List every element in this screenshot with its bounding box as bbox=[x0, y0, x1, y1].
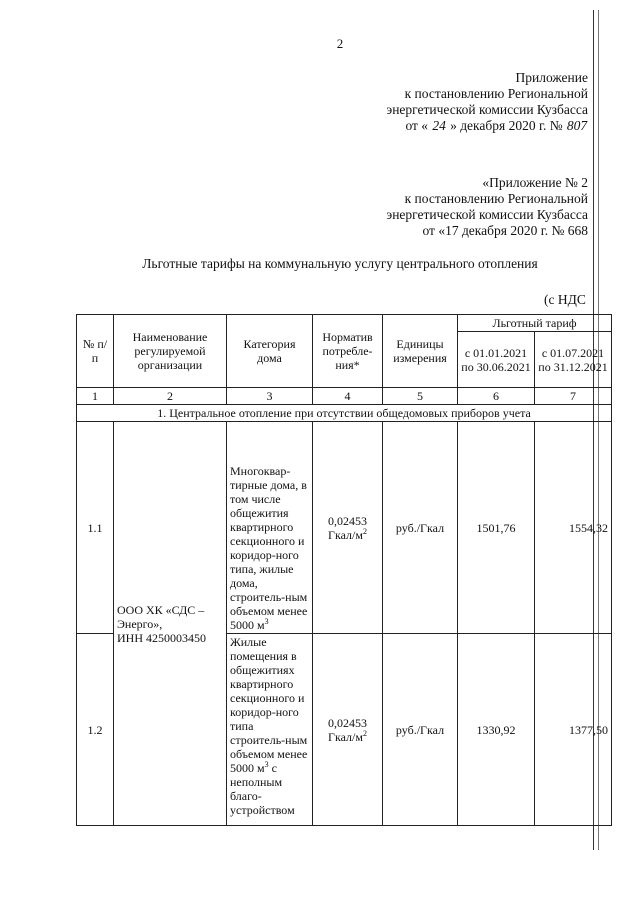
header-organization: Наименование регулируемой организации bbox=[114, 315, 227, 388]
header-num: № п/п bbox=[77, 315, 114, 388]
col-number-7: 7 bbox=[535, 388, 612, 405]
appendix2-line-1: «Приложение № 2 bbox=[482, 175, 588, 190]
norm-text: 0,02453 Гкал/м bbox=[328, 513, 367, 542]
norm-cell bbox=[313, 422, 383, 634]
tariff-period-2: 1377,50 bbox=[535, 634, 612, 826]
appendix-line-2: к постановлению Региональной bbox=[404, 86, 588, 101]
organization-name: ООО ХК «СДС – Энерго», bbox=[117, 602, 205, 631]
header-period-1: с 01.01.2021 по 30.06.2021 bbox=[458, 332, 535, 388]
tariff-period-2: 1554,32 bbox=[535, 422, 612, 634]
appendix2-header bbox=[386, 175, 588, 239]
header-norm: Норматив потребле-ния* bbox=[313, 315, 383, 388]
header-tariff-group: Льготный тариф bbox=[458, 315, 612, 332]
header-category: Категория дома bbox=[227, 315, 313, 388]
appendix-date-line bbox=[386, 118, 588, 134]
row-num: 1.1 bbox=[77, 422, 114, 634]
appendix-line-1: Приложение bbox=[515, 70, 588, 85]
category-sup: 3 bbox=[264, 760, 269, 769]
appendix2-line-4: от «17 декабря 2020 г. № 668 bbox=[422, 223, 588, 238]
tariff-table bbox=[76, 314, 612, 826]
appendix2-line-2: к постановлению Региональной bbox=[404, 191, 588, 206]
category-cell bbox=[227, 422, 313, 634]
handwritten-doc-number: 807 bbox=[566, 118, 588, 133]
category-text: Многоквар-тирные дома, в том числе общежития квартирного секционного и коридор-ного типа, жилые дома, строитель-ным объемом менее 5000 м bbox=[230, 464, 308, 632]
norm-cell bbox=[313, 634, 383, 826]
document-title: Льготные тарифы на коммунальную услугу центрального отопления bbox=[142, 256, 538, 271]
category-text: Жилые помещения в общежитиях квартирного секционного и коридор-ного типа строитель-ным объемом менее 5000 м bbox=[230, 635, 308, 775]
category-tail: с неполным благо-устройством bbox=[230, 761, 295, 817]
date-prefix: от « bbox=[405, 118, 429, 133]
col-number-2: 2 bbox=[114, 388, 227, 405]
vat-note: (с НДС bbox=[544, 292, 586, 307]
handwritten-day: 24 bbox=[432, 118, 446, 133]
category-sup: 3 bbox=[264, 617, 269, 626]
header-units: Единицы измерения bbox=[383, 315, 458, 388]
col-number-1: 1 bbox=[77, 388, 114, 405]
appendix-header bbox=[386, 70, 588, 134]
header-period-2: с 01.07.2021 по 31.12.2021 bbox=[535, 332, 612, 388]
table-row bbox=[77, 422, 612, 634]
col-number-3: 3 bbox=[227, 388, 313, 405]
tariff-period-1: 1501,76 bbox=[458, 422, 535, 634]
norm-sup: 2 bbox=[362, 526, 367, 536]
appendix-line-3: энергетической комиссии Кузбасса bbox=[386, 102, 588, 117]
units-cell: руб./Гкал bbox=[383, 422, 458, 634]
row-num: 1.2 bbox=[77, 634, 114, 826]
category-cell bbox=[227, 634, 313, 826]
norm-text: 0,02453 Гкал/м bbox=[328, 715, 367, 744]
section-title: 1. Центральное отопление при отсутствии общедомовых приборов учета bbox=[77, 405, 612, 422]
col-number-5: 5 bbox=[383, 388, 458, 405]
date-suffix: » декабря 2020 г. № bbox=[450, 118, 563, 133]
organization-cell bbox=[114, 422, 227, 826]
col-number-4: 4 bbox=[313, 388, 383, 405]
page-number: 2 bbox=[336, 36, 344, 51]
organization-inn: ИНН 4250003450 bbox=[117, 630, 206, 645]
tariff-period-1: 1330,92 bbox=[458, 634, 535, 826]
appendix2-line-3: энергетической комиссии Кузбасса bbox=[386, 207, 588, 222]
col-number-6: 6 bbox=[458, 388, 535, 405]
units-cell: руб./Гкал bbox=[383, 634, 458, 826]
norm-sup: 2 bbox=[362, 728, 367, 738]
